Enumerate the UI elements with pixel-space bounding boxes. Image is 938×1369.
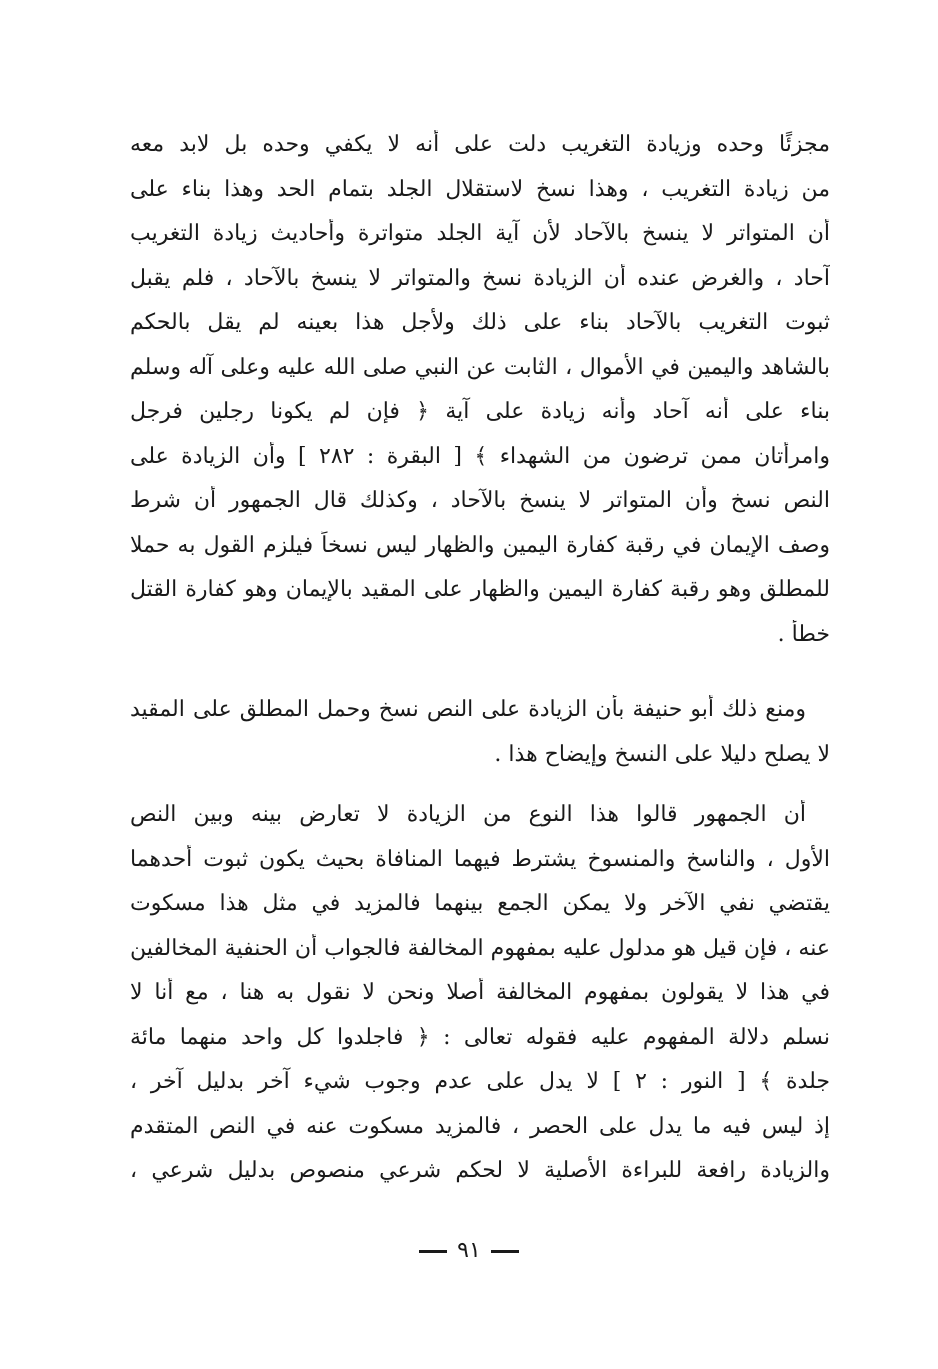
text-line: أن الجمهور قالوا هذا النوع من الزيادة لا تعارض بينه وبين النص [130,802,806,827]
text-line: بالشاهد واليمين في الأموال ، الثابت عن النبي صلى الله عليه وعلى آله وسلم [130,354,830,380]
text-line: جلدة ﴾ [ النور : ٢ ] لا يدل على عدم وجوب شيء آخر بدليل آخر ، [130,1069,830,1094]
text-line: ثبوت التغريب بالآحاد بناء على ذلك ولأجل هذا بعينه لم يقل بالحكم [130,310,830,335]
text-line: ومنع ذلك أبو حنيفة بأن الزيادة على النص نسخ وحمل المطلق على المقيد [130,697,806,722]
text-line: الأول ، والناسخ والمنسوخ يشترط فيهما المنافاة بحيث يكون ثبوت أحدهما [130,846,830,872]
text-line: عنه ، فإن قيل هو مدلول عليه بمفهوم المخالفة فالجواب أن الحنفية المخالفين [130,935,830,961]
text-line: آحاد ، والغرض عنده أن الزيادة نسخ والمتواتر لا ينسخ بالآحاد ، فلم يقبل [130,265,830,291]
page-number [0,1238,938,1263]
dash-decoration [419,1250,447,1253]
paragraph-3 [130,800,830,1201]
text-line: في هذا لا يقولون بمفهوم المخالفة أصلا ونحن لا نقول به هنا ، مع أنا لا [130,980,830,1005]
text-line: إذ ليس فيه ما يدل على الحصر ، فالمزيد مسكوت عنه في النص المتقدم [130,1113,830,1139]
text-line: من زيادة التغريب ، وهذا نسخ لاستقلال الجلد بتمام الحد وهذا بناء على [130,176,830,202]
text-line: مجزئًا وحده وزيادة التغريب دلت على أنه لا يكفي وحده بل لابد معه [130,132,830,157]
text-line: بناء على أنه آحاد وأنه زيادة على آية ﴿ فإن لم يكونا رجلين فرجل [130,399,830,424]
dash-decoration [491,1250,519,1253]
text-line: للمطلق وهو رقبة كفارة اليمين والظهار على المقيد بالإيمان وهو كفارة القتل [130,577,830,602]
page-number-value: ٩١ [457,1238,481,1263]
paragraph-2 [130,695,830,784]
text-line: لا يصلح دليلا على النسخ وإيضاح هذا . [494,741,830,767]
text-line: يقتضي نفي الآخر ولا يمكن الجمع بينهما فالمزيد في مثل هذا مسكوت [130,891,830,916]
text-line: وامرأتان ممن ترضون من الشهداء ﴾ [ البقرة : ٢٨٢ ] وأن الزيادة على [130,443,830,469]
text-line: أن المتواتر لا ينسخ بالآحاد لأن آية الجلد متواترة وأحاديث زيادة التغريب [130,221,830,246]
text-line: النص نسخ وأن المتواتر لا ينسخ بالآحاد ، وكذلك قال الجمهور أن شرط [130,488,830,513]
text-line: والزيادة رافعة للبراءة الأصلية لا لحكم شرعي منصوص بدليل شرعي ، [130,1158,830,1183]
paragraph-1 [130,130,830,664]
text-line: وصف الإيمان في رقبة كفارة اليمين والظهار ليس نسخاً فيلزم القول به حملا [130,532,830,558]
text-line: خطأً . [777,621,830,647]
text-line: نسلم دلالة المفهوم عليه فقوله تعالى : ﴿ فاجلدوا كل واحد منهما مائة [130,1024,830,1050]
